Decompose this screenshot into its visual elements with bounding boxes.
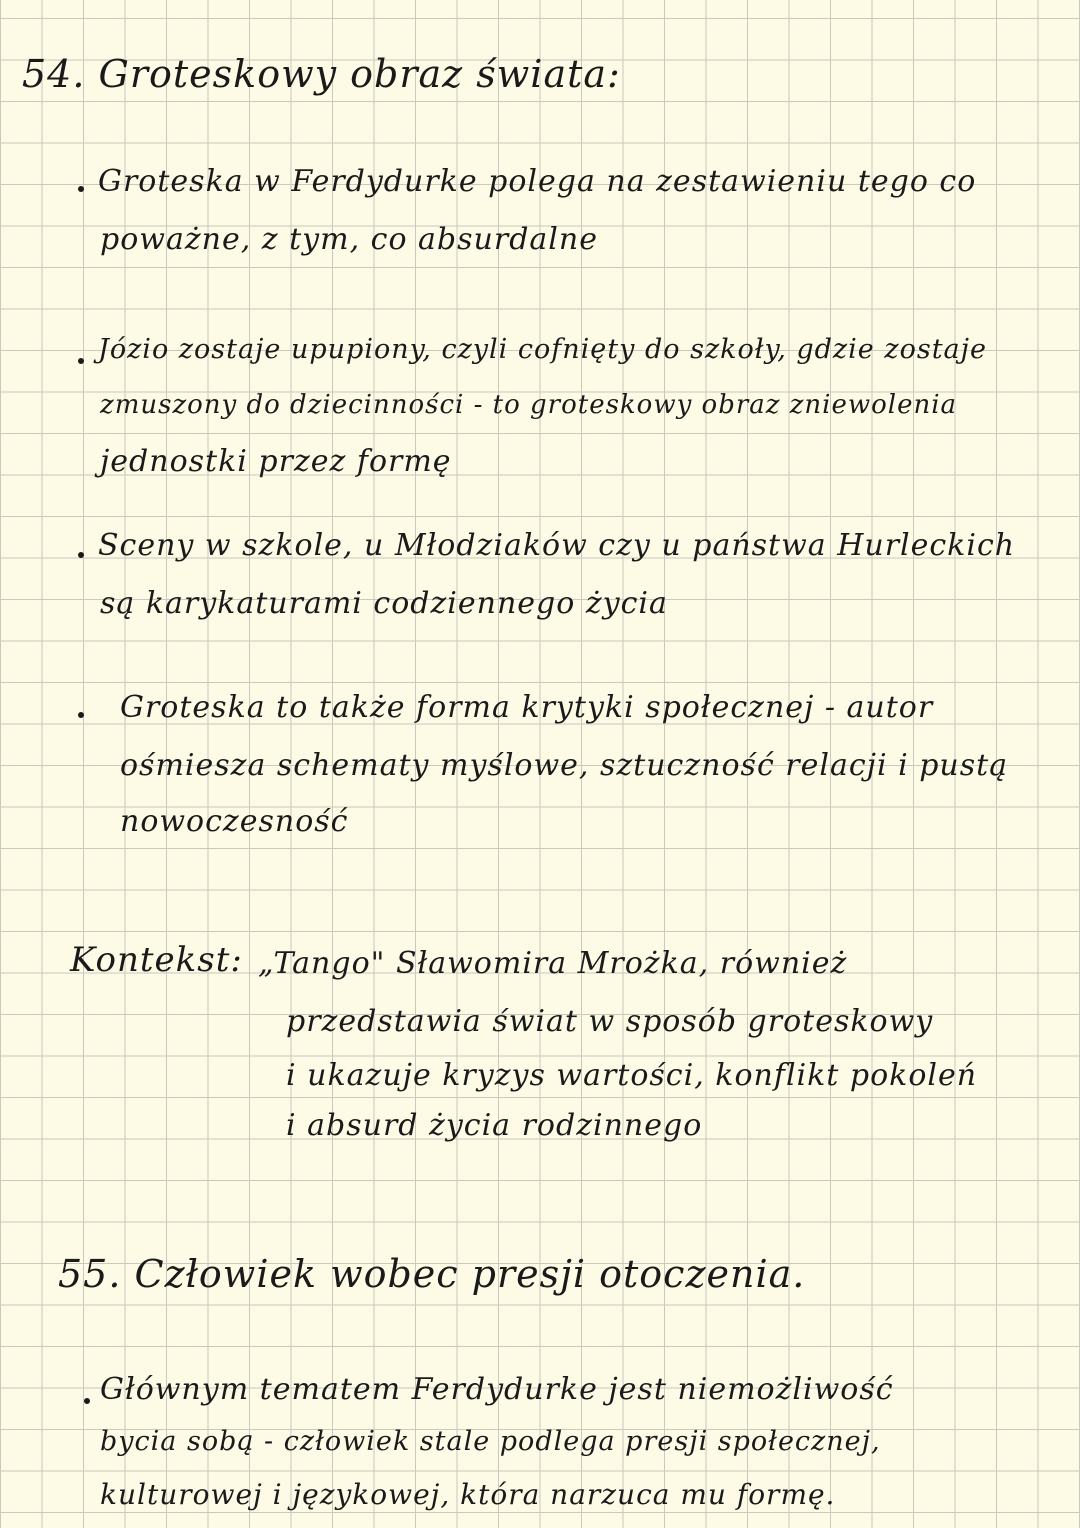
section-55-bullet-line-3: kulturowej i językowej, która narzuca mu formę. <box>100 1478 836 1511</box>
bullet-dot <box>78 358 84 364</box>
bullet-4-line-1: Groteska to także forma krytyki społecznej - autor <box>120 690 934 725</box>
bullet-dot <box>78 186 84 192</box>
section-55-title: 55. Człowiek wobec presji otoczenia. <box>58 1252 806 1296</box>
section-54-title: 54. Groteskowy obraz świata: <box>22 52 621 96</box>
bullet-1-line-2: poważne, z tym, co absurdalne <box>100 222 598 257</box>
section-55-bullet-line-2: bycia sobą - człowiek stale podlega presji społecznej, <box>100 1426 881 1457</box>
bullet-3-line-2: są karykaturami codziennego życia <box>100 586 668 621</box>
context-line-2: przedstawia świat w sposób groteskowy <box>286 1004 934 1039</box>
bullet-2-line-2: zmuszony do dziecinności - to groteskowy obraz zniewolenia <box>100 390 958 420</box>
bullet-2-line-1: Józio zostaje upupiony, czyli cofnięty do szkoły, gdzie zostaje <box>98 334 987 365</box>
context-line-1: „Tango" Sławomira Mrożka, również <box>258 946 848 981</box>
bullet-3-line-1: Sceny w szkole, u Młodziaków czy u państwa Hurleckich <box>98 528 1016 563</box>
bullet-4-line-2: ośmiesza schematy myślowe, sztuczność relacji i pustą <box>120 748 1009 783</box>
context-line-3: i ukazuje kryzys wartości, konflikt pokoleń <box>286 1058 978 1093</box>
section-55-bullet-line-1: Głównym tematem Ferdydurke jest niemożliwość <box>100 1372 894 1407</box>
context-line-4: i absurd życia rodzinnego <box>286 1108 703 1143</box>
bullet-dot <box>78 712 84 718</box>
context-label: Kontekst: <box>70 940 243 980</box>
bullet-4-line-3: nowoczesność <box>120 804 349 839</box>
bullet-dot <box>78 552 84 558</box>
bullet-dot <box>84 1398 90 1404</box>
bullet-2-line-3: jednostki przez formę <box>100 444 452 479</box>
bullet-1-line-1: Groteska w Ferdydurke polega na zestawieniu tego co <box>98 164 977 199</box>
